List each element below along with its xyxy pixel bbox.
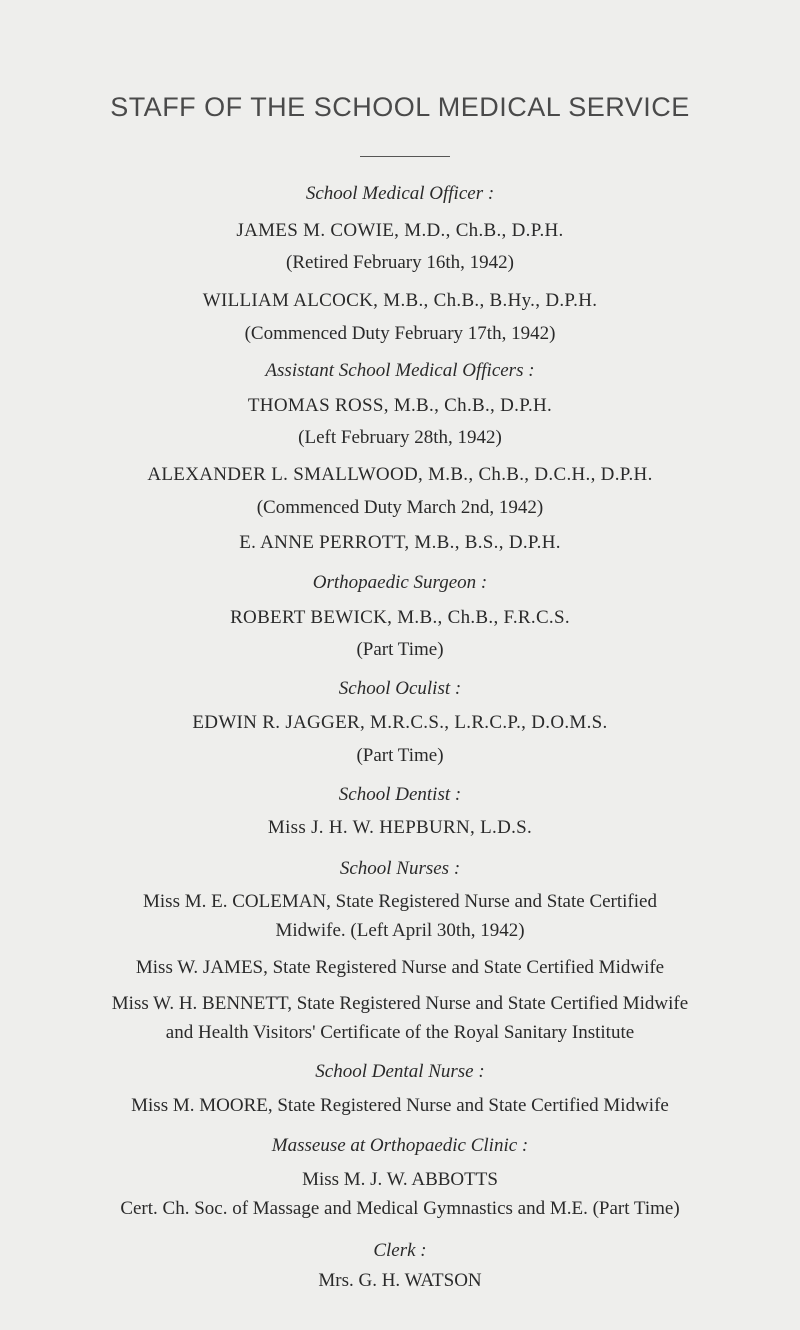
staff-line: Mrs. G. H. WATSON: [318, 1270, 482, 1291]
staff-line: JAMES M. COWIE, M.D., Ch.B., D.P.H.: [236, 220, 564, 241]
staff-note: (Commenced Duty February 17th, 1942): [244, 323, 556, 344]
section-heading-school-medical-officer: School Medical Officer :: [305, 183, 495, 204]
staff-line: ROBERT BEWICK, M.B., Ch.B., F.R.C.S.: [230, 607, 570, 628]
section-heading-masseuse: Masseuse at Orthopaedic Clinic :: [271, 1135, 529, 1156]
section-heading-school-dentist: School Dentist :: [338, 784, 462, 805]
staff-line: Miss M. E. COLEMAN, State Registered Nurse and State Certified: [143, 891, 657, 912]
staff-note: (Commenced Duty March 2nd, 1942): [256, 497, 544, 518]
staff-note: (Retired February 16th, 1942): [286, 252, 514, 273]
section-heading-clerk: Clerk :: [373, 1240, 427, 1261]
staff-line: Miss M. MOORE, State Registered Nurse and State Certified Midwife: [131, 1095, 669, 1116]
staff-line: Miss M. J. W. ABBOTTS: [302, 1169, 498, 1190]
section-heading-orthopaedic-surgeon: Orthopaedic Surgeon :: [312, 572, 488, 593]
staff-line: E. ANNE PERROTT, M.B., B.S., D.P.H.: [239, 532, 561, 553]
section-heading-school-dental-nurse: School Dental Nurse :: [315, 1061, 485, 1082]
staff-line: THOMAS ROSS, M.B., Ch.B., D.P.H.: [247, 395, 553, 416]
staff-line: Miss W. H. BENNETT, State Registered Nurse and State Certified Midwife: [111, 993, 689, 1014]
title-divider: [360, 156, 450, 157]
staff-line: Midwife. (Left April 30th, 1942): [275, 920, 525, 941]
staff-note: (Left February 28th, 1942): [298, 427, 502, 448]
staff-note: (Part Time): [356, 639, 444, 660]
section-heading-assistant-school-medical-officers: Assistant School Medical Officers :: [265, 360, 535, 381]
staff-line: EDWIN R. JAGGER, M.R.C.S., L.R.C.P., D.O.M.S.: [192, 712, 608, 733]
staff-line: and Health Visitors' Certificate of the Royal Sanitary Institute: [165, 1022, 635, 1043]
section-heading-school-oculist: School Oculist :: [338, 678, 462, 699]
staff-line: Miss W. JAMES, State Registered Nurse and State Certified Midwife: [135, 957, 665, 978]
staff-note: (Part Time): [356, 745, 444, 766]
section-heading-school-nurses: School Nurses :: [339, 858, 461, 879]
staff-line: ALEXANDER L. SMALLWOOD, M.B., Ch.B., D.C.H., D.P.H.: [147, 464, 653, 485]
staff-line: Cert. Ch. Soc. of Massage and Medical Gymnastics and M.E. (Part Time): [120, 1198, 680, 1219]
staff-line: Miss J. H. W. HEPBURN, L.D.S.: [267, 817, 533, 838]
page-title: STAFF OF THE SCHOOL MEDICAL SERVICE: [110, 92, 690, 122]
staff-line: WILLIAM ALCOCK, M.B., Ch.B., B.Hy., D.P.H.: [202, 290, 598, 311]
